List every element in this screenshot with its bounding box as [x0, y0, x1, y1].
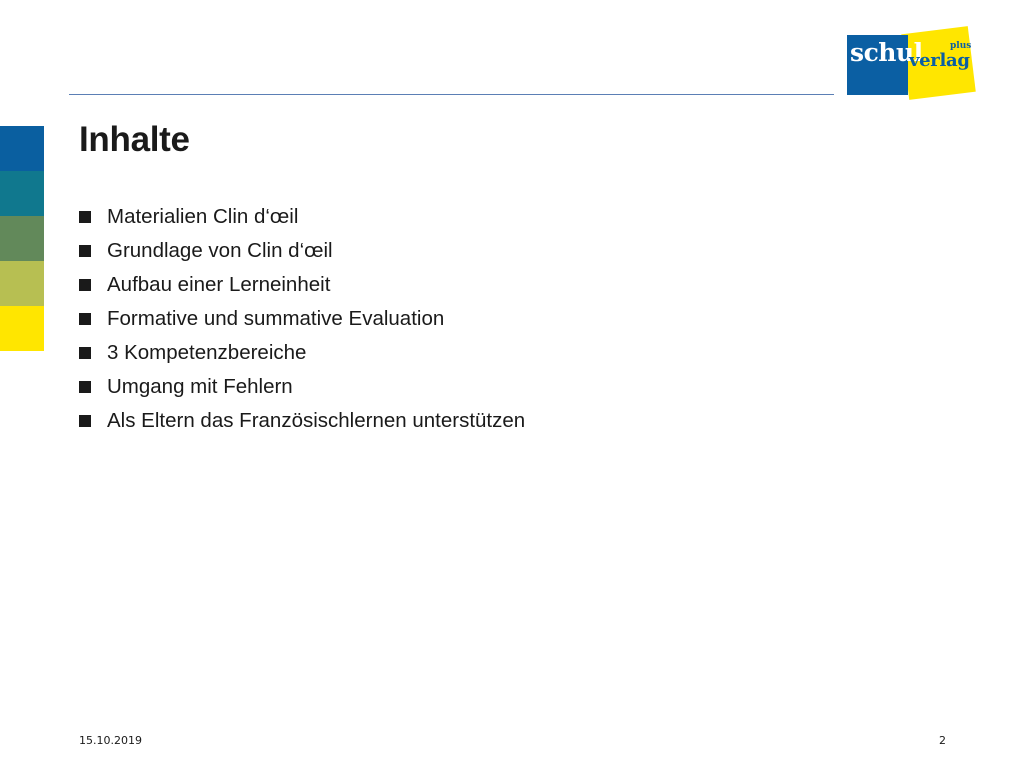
- bullet-text: Umgang mit Fehlern: [107, 375, 293, 398]
- bullet-item: [79, 370, 525, 404]
- color-block-green: [0, 216, 44, 261]
- footer-date: 15.10.2019: [79, 734, 142, 747]
- color-block-olive: [0, 261, 44, 306]
- bullet-item: [79, 268, 525, 302]
- square-bullet-icon: [79, 211, 91, 223]
- bullet-text: Formative und summative Evaluation: [107, 307, 445, 330]
- logo-word-verlag: verlag: [909, 50, 970, 71]
- bullet-item: [79, 302, 525, 336]
- bullet-text: Grundlage von Clin d‘œil: [107, 239, 333, 262]
- square-bullet-icon: [79, 381, 91, 393]
- logo-word-schul: schul: [850, 38, 923, 67]
- bullet-text: Materialien Clin d‘œil: [107, 205, 299, 228]
- header-divider: [69, 94, 834, 95]
- page-number: 2: [939, 734, 946, 747]
- bullet-item: [79, 336, 525, 370]
- slide-title: Inhalte: [79, 120, 190, 159]
- color-strip: [0, 126, 44, 351]
- bullet-list: [79, 200, 525, 438]
- bullet-item: [79, 404, 525, 438]
- bullet-text: 3 Kompetenzbereiche: [107, 341, 307, 364]
- bullet-text: Aufbau einer Lerneinheit: [107, 273, 331, 296]
- color-block-yellow: [0, 306, 44, 351]
- logo-word-plus: plus: [950, 41, 972, 51]
- color-block-teal: [0, 171, 44, 216]
- square-bullet-icon: [79, 415, 91, 427]
- square-bullet-icon: [79, 245, 91, 257]
- square-bullet-icon: [79, 313, 91, 325]
- square-bullet-icon: [79, 279, 91, 291]
- square-bullet-icon: [79, 347, 91, 359]
- bullet-item: [79, 200, 525, 234]
- schulverlag-plus-logo: [847, 28, 977, 102]
- color-block-blue: [0, 126, 44, 171]
- bullet-item: [79, 234, 525, 268]
- bullet-text: Als Eltern das Französischlernen unterstützen: [107, 409, 526, 432]
